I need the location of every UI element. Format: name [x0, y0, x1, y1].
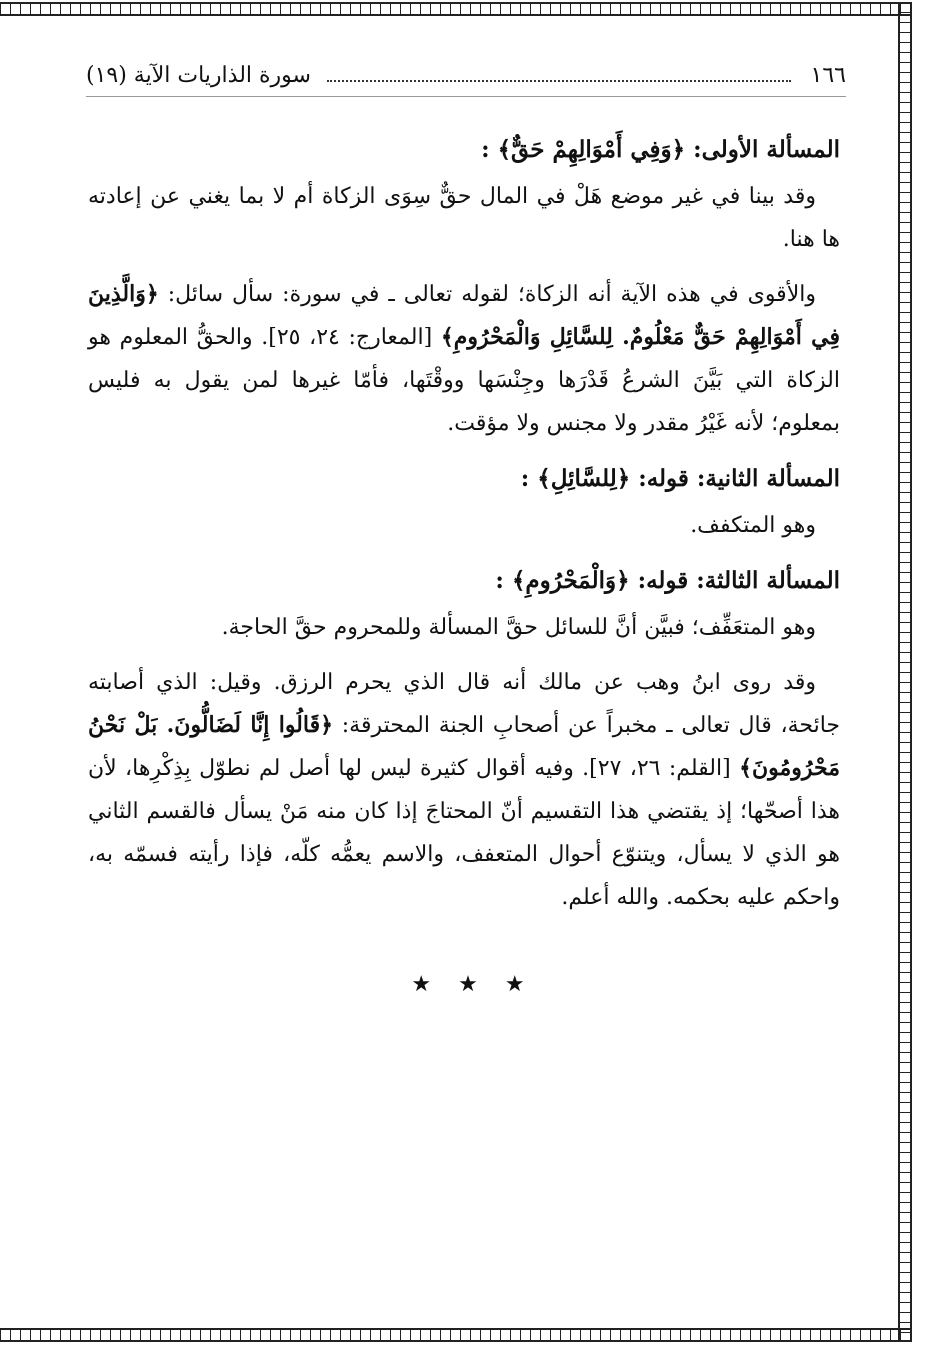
paragraph-zakat-text-a: والأقوى في هذه الآية أنه الزكاة؛ لقوله تعالى ـ في سورة: سأل سائل: — [167, 282, 816, 307]
header-rule — [86, 96, 846, 97]
paragraph-ibn-wahb-text-a: وقد روى ابنُ وهب عن مالك أنه قال الذي يحرم الرزق. وقيل: الذي أصابته جائحة، قال تعالى ـ مخبراً عن أصحابِ الجنة المحترقة: — [88, 670, 840, 738]
paragraph-zakat-text-b: [المعارج: ٢٤، ٢٥]. والحقُّ المعلوم هو الزكاة التي بَيَّنَ الشرعُ قَدْرَها وجِنْسَها ووقْتَها، فأمّا غيرها لمن يقول به فليس بمعلوم؛ لأنه غَيْرُ مقدر ولا مجنس ولا مؤقت. — [88, 325, 840, 436]
issue-3-verse: ﴿وَالْمَحْرُومِ﴾ — [511, 567, 630, 594]
issue-1-label: المسألة الأولى: — [693, 136, 840, 163]
page-number: ١٦٦ — [810, 62, 846, 88]
paragraph-ibn-wahb-text-b: [القلم: ٢٦، ٢٧]. وفيه أقوال كثيرة ليس لها أصل لم نطوّل بِذِكْرِها، لأن هذا أصحّها؛ إذ يقتضي هذا التقسيم أنّ المحتاجَ إذا كان منه مَنْ يسأل فالقسم الثاني هو الذي لا يسأل، ويتنوّع أحوال المتعفف، والاسم يعمُّه كلّه، فإذا رأيته فسمّه به، واحكم عليه بحكمه. والله أعلم. — [88, 756, 840, 910]
decorative-border-bottom — [0, 1328, 912, 1342]
paragraph-zakat-verse: ﴿وَالَّذِينَ فِي أَمْوَالِهِمْ حَقٌّ مَعْلُومٌ. لِلسَّائِلِ وَالْمَحْرُومِ﴾ — [88, 281, 841, 350]
decorative-border-right — [898, 2, 912, 1342]
issue-2-text: وهو المتكفف. — [690, 513, 816, 538]
issue-2-label: المسألة الثانية: قوله: — [638, 465, 840, 492]
issue-3-label: المسألة الثالثة: قوله: — [637, 567, 840, 594]
issue-3-heading — [88, 559, 840, 602]
issue-1-verse: ﴿وَفِي أَمْوَالِهِمْ حَقٌّ﴾ — [497, 136, 686, 163]
paragraph-ibn-wahb — [88, 661, 840, 919]
issue-1-colon: : — [481, 136, 490, 163]
issue-2-colon: : — [520, 465, 530, 492]
issue-1-text: وقد بينا في غير موضع هَلْ في المال حقٌّ سِوَى الزكاة أم لا بما يغني عن إعادته ها هنا. — [88, 184, 840, 252]
section-title: سورة الذاريات الآية (١٩) — [86, 62, 311, 88]
paragraph-ibn-wahb-verse: ﴿قَالُوا إِنَّا لَضَالُّونَ. بَلْ نَحْنُ مَحْرُومُونَ﴾ — [88, 712, 841, 781]
issue-3-colon: : — [495, 567, 504, 594]
running-header — [86, 58, 846, 92]
paragraph-zakat — [88, 273, 840, 445]
issue-3-text: وهو المتعَفِّف؛ فبيَّن أنَّ للسائل حقَّ المسألة وللمحروم حقَّ الحاجة. — [221, 615, 816, 640]
page-body — [88, 124, 840, 931]
issue-2-verse: ﴿لِلسَّائِلِ﴾ — [537, 465, 631, 492]
decorative-border-top — [0, 2, 912, 16]
header-dot-leader — [327, 68, 791, 82]
section-separator-stars: ★ ★ ★ — [411, 972, 535, 997]
issue-2-heading — [88, 457, 840, 500]
issue-1-heading — [88, 128, 840, 171]
